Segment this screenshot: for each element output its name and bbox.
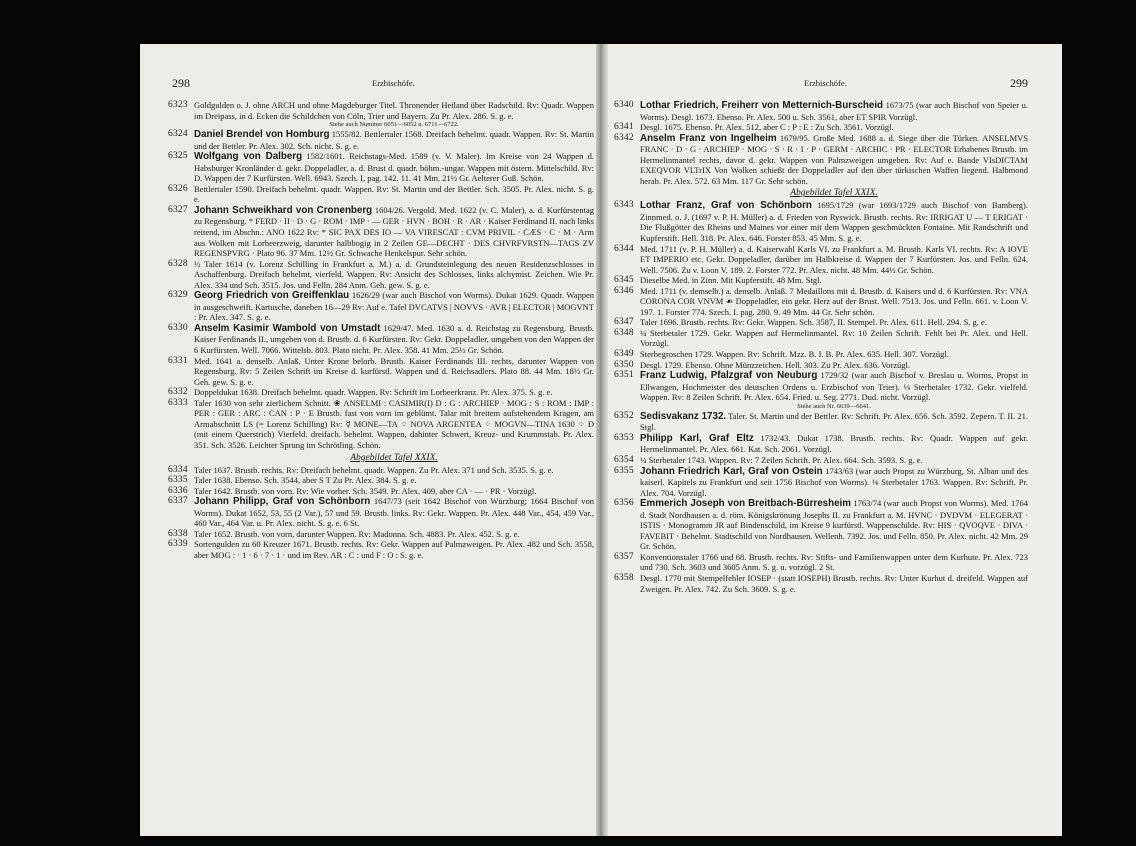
ruler-name: Sedisvakanz 1732.: [640, 410, 727, 422]
entry-text: Taler 1637. Brustb. rechts. Rv: Dreifach behelmt. quadr. Wappen. Zu Pr. Alex. 371 und Sch. 3535. S. g. e.: [194, 464, 554, 475]
catalog-entry: [168, 205, 594, 259]
entry-body: [194, 100, 594, 129]
entry-number: 6344: [614, 243, 634, 254]
ruler-name: Emmerich Joseph von Breitbach-Bürresheim: [640, 498, 851, 510]
entry-text: Taler 1652. Brustb. von vorn, darunter Wappen. Rv: Madonna. Sch. 4883. Pr. Alex. 452. S. g. e.: [194, 528, 520, 539]
entry-text: Taler 1696. Brustb. rechts. Rv: Gekr. Wappen. Sch. 3587, II. Stempel. Pr. Alex. 611. Hell. 294. S. g. e.: [640, 317, 987, 328]
catalog-entry: [168, 465, 594, 476]
entry-number: 6340: [614, 100, 634, 110]
ruler-name: Georg Friedrich von Greiffenklau: [194, 290, 350, 302]
entry-number: 6357: [614, 551, 634, 562]
catalog-entry: [614, 455, 1028, 466]
left-page-header: [168, 76, 594, 96]
entry-number: 6328: [168, 258, 188, 269]
entry-body: [194, 129, 594, 151]
catalog-entry: [168, 387, 594, 398]
entry-text: 1679/95. Große Med. 1688 a. d. Siege über die Türken. ANSELMVS FRANC · D · G · ARCHIEP · MOG · S · R · I · P · GERM · ARCHIC · PR · ELECTOR Erhabenes Brustb. im Hermelinmantel rechts, davor d. gekr. Wappen von Palmzweigen umgeben. Rv: Auf e. Bande VIsDICTAM EXEQVOR VLTrIX Von Wolken schießt der Doppeladler auf den über türkischen Waffen liegend. Halbmond herab. Pr. Alex. 572. 63 Mm. 117 Gr. Sehr schön.: [640, 132, 1028, 186]
entry-number: 6351: [614, 370, 634, 381]
entry-body: [640, 360, 1028, 371]
entry-body: [640, 286, 1028, 318]
catalog-entry: [614, 573, 1028, 594]
entry-text: Taler. St. Martin und der Bettler. Rv: Schrift. Pr. Alex. 656. Sch. 3592. Zepern. T. II. 21. Stgl.: [640, 410, 1028, 433]
entry-body: [194, 259, 594, 291]
entry-body: [640, 573, 1028, 594]
entry-text: ¼ Sterbetaler 1729. Gekr. Wappen auf Hermelinmantel. Rv: 10 Zeilen Schrift. Fehlt bei Pr. Alex. und Hell. Vorzügl.: [640, 327, 1028, 349]
entry-number: 6354: [614, 454, 634, 465]
entry-text: 1673/75 (war auch Bischof von Speier u. Worms). Desgl. 1673. Ebenso. Pr. Alex. 500 u. Sch. 3561, aber ET SPIR Vorzügl.: [640, 100, 1028, 122]
entry-text: Doppeldukat 1638. Dreifach behelmt. quadr. Wappen. Rv: Schrift im Lorbeerkranz. Pr. Alex. 375. S. g. e.: [194, 387, 553, 398]
entry-body: [194, 486, 594, 497]
catalog-entry: [168, 151, 594, 184]
entry-body: [640, 200, 1028, 243]
entry-number: 6352: [614, 410, 634, 421]
entry-number: 6353: [614, 432, 634, 443]
entry-number: 6355: [614, 465, 634, 476]
catalog-entry: [614, 122, 1028, 133]
entry-list: [614, 100, 1028, 594]
entry-number: 6342: [614, 132, 634, 143]
entry-text: 1729/32 (war auch Bischof v. Breslau u. Worms, Propst in Ellwangen, Hochmeister des deutschen Ordens u. Erzbischof von Trier). ⅛ Sterbetaler 1732. Gekr. vielfeld. Wappen. Rv: 8 Zeilen Schrift. Pr. Alex. 654. Fried. u. Seg. 2771. Dud. nicht. Vorzügl.: [640, 370, 1028, 403]
catalog-entry: [614, 100, 1028, 122]
catalog-entry: [614, 328, 1028, 349]
ruler-name: Anselm Franz von Ingelheim: [640, 132, 777, 144]
entry-number: 6336: [168, 485, 188, 496]
page-number: 298: [172, 76, 190, 90]
entry-number: 6347: [614, 317, 634, 328]
entry-text: 1743/63 (war auch Propst zu Würzburg, St. Alban und des kaiserl. Kapitels zu Frankfurt und seit 1756 Bischof von Worms). ⅛ Sterbetaler 1763. Wappen. Rv: Schrift. Pr. Alex. 704. Vorzügl.: [640, 465, 1028, 498]
entry-number: 6341: [614, 122, 634, 133]
entry-body: [640, 133, 1028, 201]
catalog-entry: [168, 539, 594, 560]
catalog-entry: [168, 290, 594, 323]
entry-text: ½ Taler 1614 (v. Lorenz Schilling in Frankfurt a. M.) a. d. Grundsteinlegung des neuen Residenzschlosses in Aschaffenburg. Dreifach behelmt, vierfeld. Wappen. Rv: Ansicht des Schlosses, links alchymist. Zeichen. Wie Pr. Alex. 334 und Sch. 3515. Jos. und Felln. 284 Anm. Geh. gew. S. g. e.: [194, 258, 594, 290]
ruler-name: Anselm Kasimir Wambold von Umstadt: [194, 322, 381, 334]
entry-text: Desgl. 1770 mit Stempelfehler IOSEP · (statt IOSEPH) Brustb. rechts. Rv: Unter Kurhut d. dreifeld. Wappen auf Zweigen. Pr. Alex. 742. Zu Sch. 3609. S. g. e.: [640, 572, 1028, 594]
entry-number: 6335: [168, 475, 188, 486]
entry-body: [194, 539, 594, 560]
ruler-name: Lothar Franz, Graf von Schönborn: [640, 200, 812, 212]
entry-number: 6325: [168, 151, 188, 162]
entry-number: 6350: [614, 359, 634, 370]
entry-text: Med. 1711 (v. P. H. Müller) a. d. Kaiserwahl Karls VI. zu Frankfurt a. M. Brustb. Karls VI. rechts. Rv: A IOVE ET IMPERIO etc. Gekr. Doppeladler, darüber im Halbkreise d. Wappen der 7 Kurfürsten. Jos. und Felln. 624. Well. 7506. Zu v. Loon V. 189. 2. Forster 772. Pr. Alex. nicht. 48 Mm. 44½ Gr. Schön.: [640, 243, 1028, 275]
right-page: [602, 44, 1062, 836]
entry-number: 6338: [168, 528, 188, 539]
catalog-entry: [614, 552, 1028, 573]
catalog-entry: [168, 475, 594, 486]
entry-number: 6349: [614, 349, 634, 360]
entry-text: 1647/73 (seit 1642 Bischof von Würzburg; 1664 Bischof von Worms). Dukat 1652, 53, 55 (2 Var.), 57 und 59. Brustb. links. Rv: Gekr. Wappen. Pr. Alex. 448 Var., 454, 459 Var., 460 Var., 464 Var. u. Pr. Alex. nicht. S. g. e. 6 St.: [194, 496, 594, 529]
plate-caption: Abgebildet Tafel XXIX.: [790, 188, 878, 199]
catalog-entry: [168, 486, 594, 497]
entry-body: [194, 151, 594, 184]
entry-body: [194, 184, 594, 205]
entry-number: 6346: [614, 285, 634, 296]
ruler-name: Johann Philipp, Graf von Schönborn: [194, 496, 371, 508]
entry-number: 6339: [168, 539, 188, 550]
entry-number: 6358: [614, 572, 634, 583]
entry-text: Taler 1630 von sehr zierlichem Schnitt. ❀ ANSELMI : CASIMIR(I) D : G : ARCHIEP · MOG : S : ROM : IMP : PER : GER : ARC : CAN : P · E Brustb. fast von vorn im geblümt. Talar mit breitem aufstehendem Kragen, am Armabschnitt LS (= Lorenz Schilling) Rv: ☿ MONE—TA ⁘ NOVA ARGENTEA ⁘ MOGVN—TINA 1630 ⁘ D (mit einem Querstrich) Vierfeld. dreifach. behelmt. Wappen, dahinter Schwert, Kreuz- und Krummstab. Pr. Alex. 351. Sch. 3526. Leichter Sprung im Schrötling. Schön.: [194, 397, 594, 450]
catalog-entry: [168, 100, 594, 129]
ruler-name: Wolfgang von Dalberg: [194, 151, 303, 163]
entry-list: [168, 100, 594, 560]
catalog-entry: [614, 200, 1028, 243]
entry-text: Konventionstaler 1766 und 68. Brustb. rechts. Rv: Stifts- und Familienwappen unter dem Kurhute. Pr. Alex. 723 und 730. Sch. 3603 und 3605 Anm. S. g. u. vorzügl. 2 St.: [640, 551, 1028, 573]
entry-body: [194, 323, 594, 356]
entry-body: [194, 356, 594, 388]
entry-body: [640, 122, 1028, 133]
entry-number: 6326: [168, 183, 188, 194]
catalog-entry: [614, 317, 1028, 328]
catalog-entry: [168, 184, 594, 205]
entry-number: 6334: [168, 464, 188, 475]
entry-text: Desgl. 1675. Ebenso. Pr. Alex. 512, aber C : P : E : Zu Sch. 3561. Vorzügl.: [640, 122, 894, 133]
catalog-entry: [614, 411, 1028, 433]
ruler-name: Johann Schweikhard von Cronenberg: [194, 204, 373, 216]
entry-body: [194, 496, 594, 529]
entry-body: [640, 317, 1028, 328]
ruler-name: Lothar Friedrich, Freiherr von Metternich-Burscheid: [640, 100, 884, 111]
entry-body: [194, 290, 594, 323]
cross-reference-note: Siehe auch Nummer 6051—6052 u. 6711—6722.: [329, 121, 459, 129]
entry-text: 1582/1601. Reichstags-Med. 1589 (v. V. Maler). Im Kreise von 24 Wappen d. Habsburger Kronländer d. gekr. Doppeladler, a. d. Brust d. quadr. böhm.-ungar. Wappen mit östern. Mittelschild. Rv: D. Wappen der 7 Kurfürsten. Well. 6943. Szech. I, pag. 142. 11. 41 Mm. 21½ Gr. Aelterer Guß. Schön.: [194, 151, 594, 184]
entry-text: 1604/26. Vergold. Med. 1622 (v. C. Maler), a. d. Kurfürstentag zu Regensburg. * FERD · II · D · G · ROM · IMP · — GER · HVN · BOH · R · AR · Kaiser Ferdinand II. nach links reitend, im Abschn.: ANO 1622 Rv: * SIC PAX DES IO — VA VIRESCAT : CVM PRIVIL · CÆS · C · M · Arm aus Wolken mit Lorbeerzweig, darunter halbbogig in 2 Zeilen GE—DECHT · DES CHVRFVRSTN—TAGS ZV REGENSPVRG · Plato 96. 37 Mm. 12½ Gr. Schwache Henkelspur. Sehr schön.: [194, 204, 594, 259]
entry-text: Taler 1638. Ebenso. Sch. 3544, aber S T Zu Pr. Alex. 384. S. g. e.: [194, 475, 417, 486]
entry-body: [640, 349, 1028, 360]
catalog-entry: [168, 356, 594, 388]
entry-text: Med. 1641 a. denselb. Anlaß. Unter Krone belorb. Brustb. Kaiser Ferdinands III. rechts, darunter Wappen von Regensburg. Rv: 5 Zeilen Schrift im Kreise d. kurfürstl. Wappen und d. Reichsadlers. Plato 88. 44 Mm. 18½ Gr. Geh. gew. S. g. e.: [194, 355, 594, 387]
entry-body: [640, 100, 1028, 122]
entry-text: Goldgulden o. J. ohne ARCH und ohne Magdeburger Titel. Thronender Heiland über Radschild. Rv: Quadr. Wappen im Dreipass, in d. Ecken die Schildchen von Cöln, Trier und Bayern. Zu Pr. Alex. 286. S. g. e.: [194, 100, 594, 121]
catalog-entry: [614, 433, 1028, 455]
running-title: Erzbischöfe.: [372, 78, 415, 88]
entry-number: 6333: [168, 397, 188, 408]
cross-reference-note: Siehe auch Nr. 6639—6641.: [797, 402, 871, 410]
entry-number: 6356: [614, 498, 634, 509]
catalog-entry: [614, 286, 1028, 318]
left-page: [140, 44, 602, 836]
right-page-header: [614, 76, 1028, 96]
catalog-entry: [614, 498, 1028, 552]
catalog-entry: [168, 398, 594, 465]
catalog-entry: [614, 244, 1028, 276]
catalog-entry: [168, 129, 594, 151]
entry-text: Taler 1642. Brustb. von vorn. Rv: Wie vorher. Sch. 3549. Pr. Alex. 409, aber CA · — · PR · Vorzügl.: [194, 485, 537, 496]
entry-number: 6345: [614, 275, 634, 286]
entry-body: [640, 433, 1028, 455]
entry-body: [640, 244, 1028, 276]
catalog-entry: [168, 496, 594, 529]
entry-body: [194, 205, 594, 259]
catalog-entry: [614, 466, 1028, 499]
entry-number: 6332: [168, 387, 188, 398]
entry-body: [194, 387, 594, 398]
plate-caption: Abgebildet Tafel XXIX.: [350, 452, 438, 463]
page-number: 299: [1010, 76, 1028, 90]
entry-body: [640, 552, 1028, 573]
running-title: Erzbischöfe.: [804, 78, 847, 88]
entry-text: ¼ Sterbetaler 1743. Wappen. Rv: 7 Zeilen Schrift. Pr. Alex. 664. Sch. 3593. S. g. e.: [640, 454, 923, 465]
entry-body: [640, 466, 1028, 499]
entry-number: 6330: [168, 322, 188, 333]
entry-text: Dieselbe Med. in Zinn. Mit Kupferstift. 48 Mm. Stgl.: [640, 275, 822, 286]
entry-body: [194, 398, 594, 465]
catalog-entry: [614, 349, 1028, 360]
entry-text: 1763/74 (war auch Propst von Worms). Med. 1764 d. Stadt Nordhausen a. d. röm. Königskrönung Josephs II. zu Frankfurt a. M. HVNC · DVDVM · ELEGERAT · ISTIS · Monogramm JR auf Bindenschild, im Kreise 9 kurfürstl. Wappenschilde. Rv: HIS · QVOQVE · DIVA · FAVEBIT · Behelmt. Stadtschild von Nordhausen. Wellenh. 7392. Jos. und Felln. 850. Pr. Alex. nicht. 42 Mm. 29 Gr. Schön.: [640, 498, 1028, 552]
entry-number: 6323: [168, 100, 188, 110]
entry-text: 1695/1729 (war 1693/1729 auch Bischof von Bamberg). Zinnmed. o. J. (1697 v. P. H. Müller) a. d. Frieden von Ryswick. Brustb. rechts. Rv: IRRIGAT U — T ERIGAT · Die Flußgötter des Rheins und Maines vor einer mit dem Wappen geschmückten Fontaine. Mit Randschrift und Kupferstift. Hell. 318. Pr. Alex. 646. Forster 853. 45 Mm. S. g. e.: [640, 200, 1028, 244]
catalog-entry: [614, 370, 1028, 411]
ruler-name: Johann Friedrich Karl, Graf von Ostein: [640, 465, 823, 477]
entry-text: Sterbegroschen 1729. Wappen. Rv: Schrift. Mzz. B. I. B. Pr. Alex. 635. Hell. 307. Vorzügl.: [640, 349, 949, 360]
ruler-name: Philipp Karl, Graf Eltz: [640, 432, 754, 444]
entry-number: 6327: [168, 204, 188, 215]
book-spine: [596, 44, 608, 836]
catalog-entry: [614, 360, 1028, 371]
entry-number: 6329: [168, 290, 188, 301]
entry-body: [194, 465, 594, 476]
catalog-entry: [168, 259, 594, 291]
entry-number: 6337: [168, 496, 188, 507]
entry-text: Desgl. 1729. Ebenso. Ohne Münzzeichen. Hell. 303. Zu Pr. Alex. 636. Vorzügl.: [640, 359, 910, 370]
entry-body: [194, 529, 594, 540]
entry-body: [640, 411, 1028, 433]
entry-text: 1732/43. Dukat 1738. Brustb. rechts. Rv: Quadr. Wappen auf gekr. Hermelinmantel. Pr. Alex. 661. Kat. Sch. 2061. Vorzügl.: [640, 432, 1028, 455]
entry-number: 6348: [614, 327, 634, 338]
entry-text: 1626/29 (war auch Bischof von Worms). Dukat 1629. Quadr. Wappen in ausgeschweift. Kartusche, daneben 16—29 Rv: Auf e. Tafel DVCATVS | NOVVS · AVR | ELECTOR | MOGVNT : Pr. Alex. 347. S. g. e.: [194, 290, 594, 323]
catalog-entry: [614, 275, 1028, 286]
entry-text: 1629/47. Med. 1630 a. d. Reichstag zu Regensburg. Brustb. Kaiser Ferdinands II., umgeben von d. Brustb. d. 6 Kurfürsten. Rv: Gekr. Doppeladler, umgeben von den Wappen der 6 Kurfürsten. Well. 7066. Wittelsb. 803. Plato nicht. Pr. Alex. 358. 41 Mm. 25½ Gr. Schön.: [194, 322, 594, 356]
entry-number: 6331: [168, 355, 188, 366]
entry-body: [640, 328, 1028, 349]
catalog-entry: [168, 323, 594, 356]
entry-body: [640, 275, 1028, 286]
entry-text: Sortengulden zu 60 Kreuzer 1671. Brustb. rechts. Rv: Gekr. Wappen auf Palmzweigen. Pr. Alex. 482 und Sch. 3558, aber MOG : · 1 · 6 · 7 · 1 · und im Rev. AR : C : und F : O : S. g. e.: [194, 539, 594, 560]
ruler-name: Franz Ludwig, Pfalzgraf von Neuburg: [640, 370, 818, 382]
catalog-entry: [614, 133, 1028, 201]
catalog-entry: [168, 529, 594, 540]
entry-body: [640, 455, 1028, 466]
ruler-name: Daniel Brendel von Homburg: [194, 129, 330, 141]
entry-text: Med. 1711 (v. demselb.) a. denselb. Anlaß. 7 Medaillons mit d. Brustb. d. Kaisers und d. 6 Kurfürsten. Rv: VNA CORONA COR VNVM ☙ Doppeladler, ein gekr. Herz auf der Brust. Well. 7513. Jos. und Felln. 661. v. Loon V. 197. 1. Forster 774. Szech. I. pag. 280. 9. 49 Mm. 44 Gr. Sehr schön.: [640, 285, 1028, 317]
entry-number: 6343: [614, 200, 634, 211]
entry-number: 6324: [168, 129, 188, 140]
entry-text: 1555/82. Bettlertaler 1568. Dreifach behelmt. quadr. Wappen. Rv: St. Martin und der Bettler. Pr. Alex. 302. Sch. nicht. S. g. e.: [194, 129, 595, 151]
entry-body: [640, 370, 1028, 411]
entry-body: [640, 498, 1028, 552]
entry-body: [194, 475, 594, 486]
entry-text: Bettlertaler 1590. Dreifach behelmt. quadr. Wappen. Rv: St. Martin und der Bettler. Sch. 3505. Pr. Alex. nicht. S. g. e.: [194, 183, 594, 205]
